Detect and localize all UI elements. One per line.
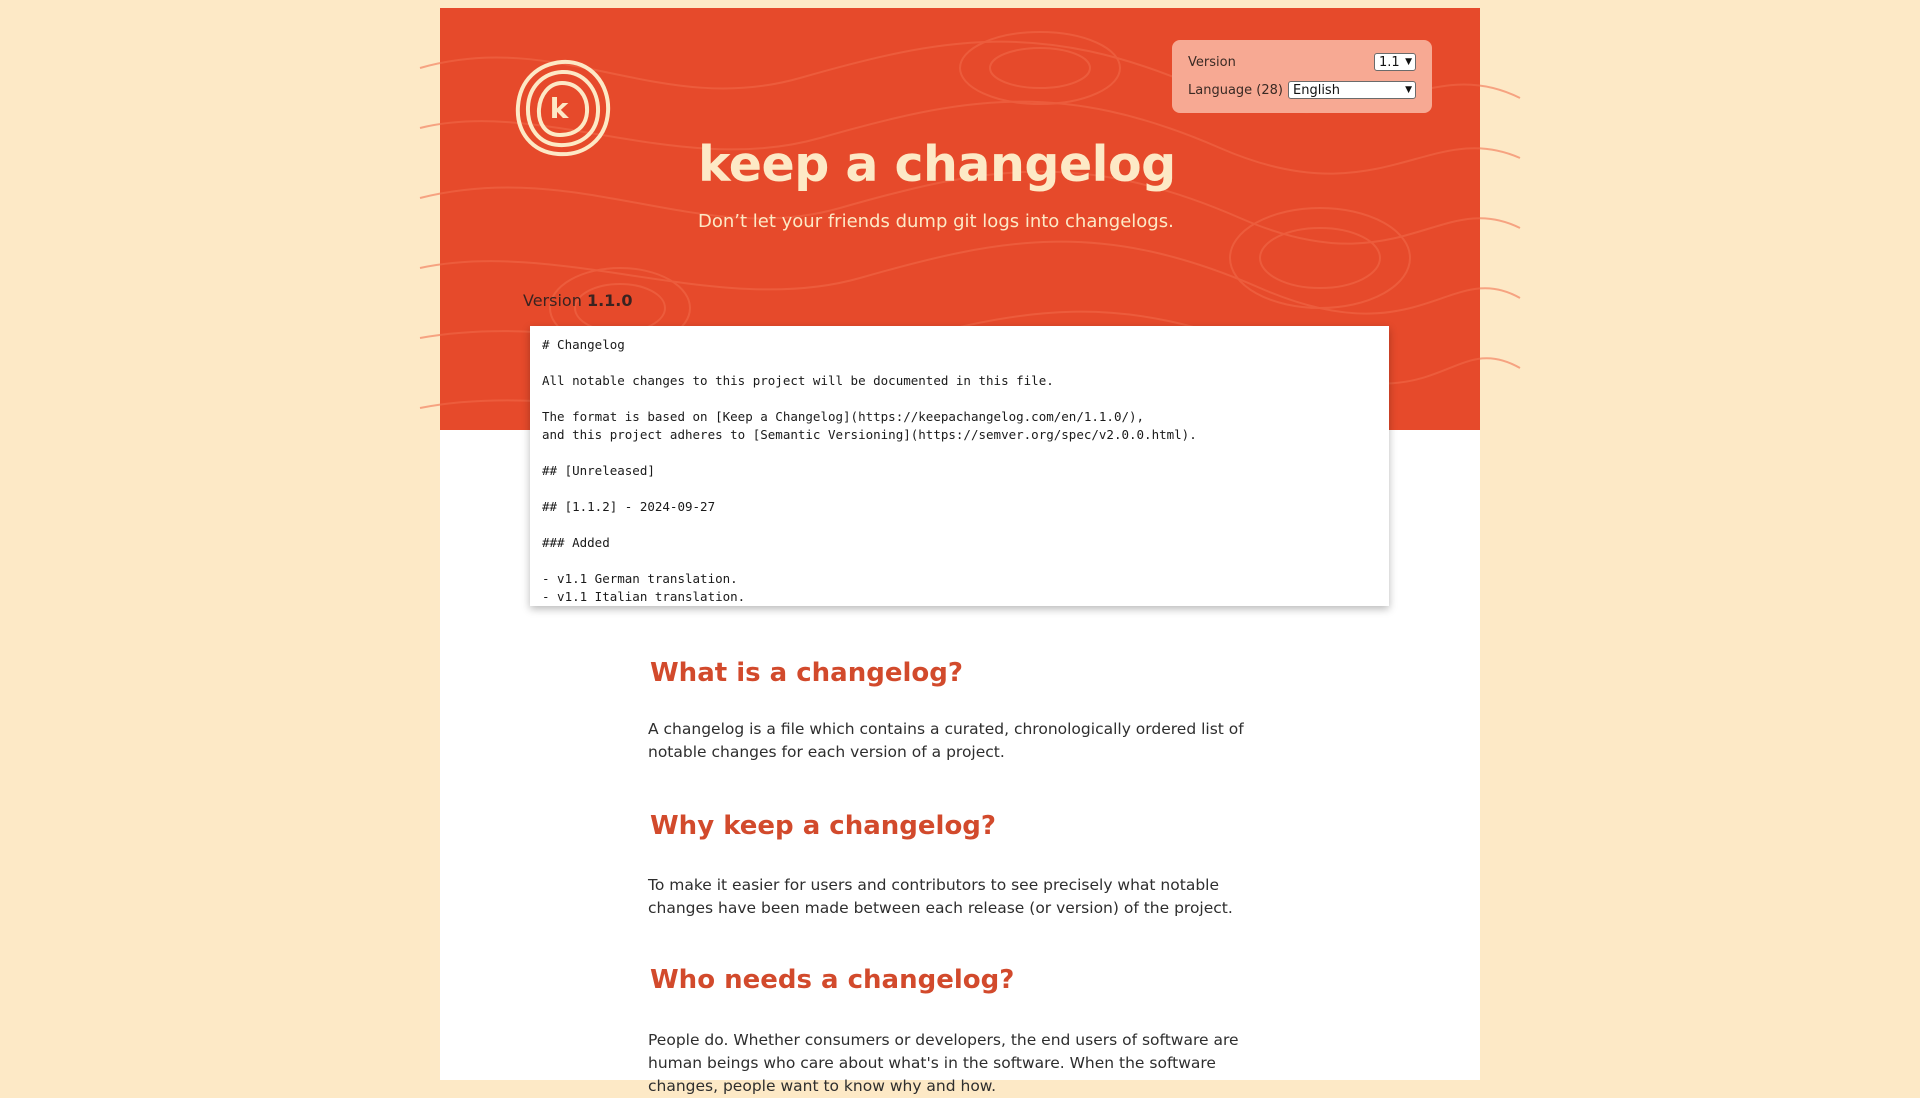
version-select[interactable] bbox=[1374, 53, 1416, 71]
version-language-switcher bbox=[1172, 40, 1432, 113]
section-body: People do. Whether consumers or developers, the end users of software are human beings who care about what's in the software. When the software changes, people want to know why and how. bbox=[648, 1031, 1239, 1095]
site-title: keep a changelog bbox=[698, 136, 1176, 193]
section-heading[interactable]: What is a changelog? bbox=[650, 658, 963, 688]
version-number: 1.1.0 bbox=[586, 291, 633, 310]
version-select-value: 1.1 bbox=[1379, 54, 1400, 70]
language-row bbox=[1188, 78, 1416, 102]
page-container bbox=[440, 8, 1480, 1095]
example-version-label bbox=[523, 291, 633, 310]
language-select[interactable] bbox=[1288, 81, 1416, 99]
logo-letter: k bbox=[549, 92, 569, 125]
section-who-needs-a-changelog bbox=[648, 965, 1280, 1095]
chevron-down-icon: ▼ bbox=[1405, 84, 1412, 95]
section-body: To make it easier for users and contributors to see precisely what notable changes have been made between each release (or version) of the project. bbox=[648, 876, 1233, 917]
section-body: A changelog is a file which contains a curated, chronologically ordered list of notable changes for each version of a project. bbox=[648, 720, 1244, 761]
changelog-example-code: # Changelog All notable changes to this project will be documented in this file. The format is based on [Keep a Changelog](https://keepachangelog.com/en/1.1.0/), and this project adheres to [Semantic Versioning](https://semver.org/spec/v2.0.0.html). ## [Unreleased] ## [1.1.2] - 2024-09-27 ### Added - v1.1 German translation. - v1.1 Italian translation. bbox=[542, 337, 1197, 604]
keep-a-changelog-logo-icon bbox=[512, 58, 612, 158]
chevron-down-icon: ▼ bbox=[1405, 56, 1412, 67]
version-select-label: Version bbox=[1188, 54, 1236, 70]
section-what-is-a-changelog bbox=[648, 658, 1280, 761]
section-heading[interactable]: Why keep a changelog? bbox=[650, 811, 996, 841]
site-logo[interactable] bbox=[512, 58, 612, 158]
language-select-label: Language (28) bbox=[1188, 82, 1283, 98]
version-prefix: Version bbox=[523, 291, 582, 310]
section-heading[interactable]: Who needs a changelog? bbox=[650, 965, 1015, 995]
version-row bbox=[1188, 50, 1416, 74]
language-select-value: English bbox=[1293, 82, 1340, 98]
changelog-example-box[interactable] bbox=[530, 326, 1389, 606]
section-why-keep-a-changelog bbox=[648, 811, 1280, 917]
site-tagline: Don’t let your friends dump git logs into changelogs. bbox=[698, 211, 1174, 232]
